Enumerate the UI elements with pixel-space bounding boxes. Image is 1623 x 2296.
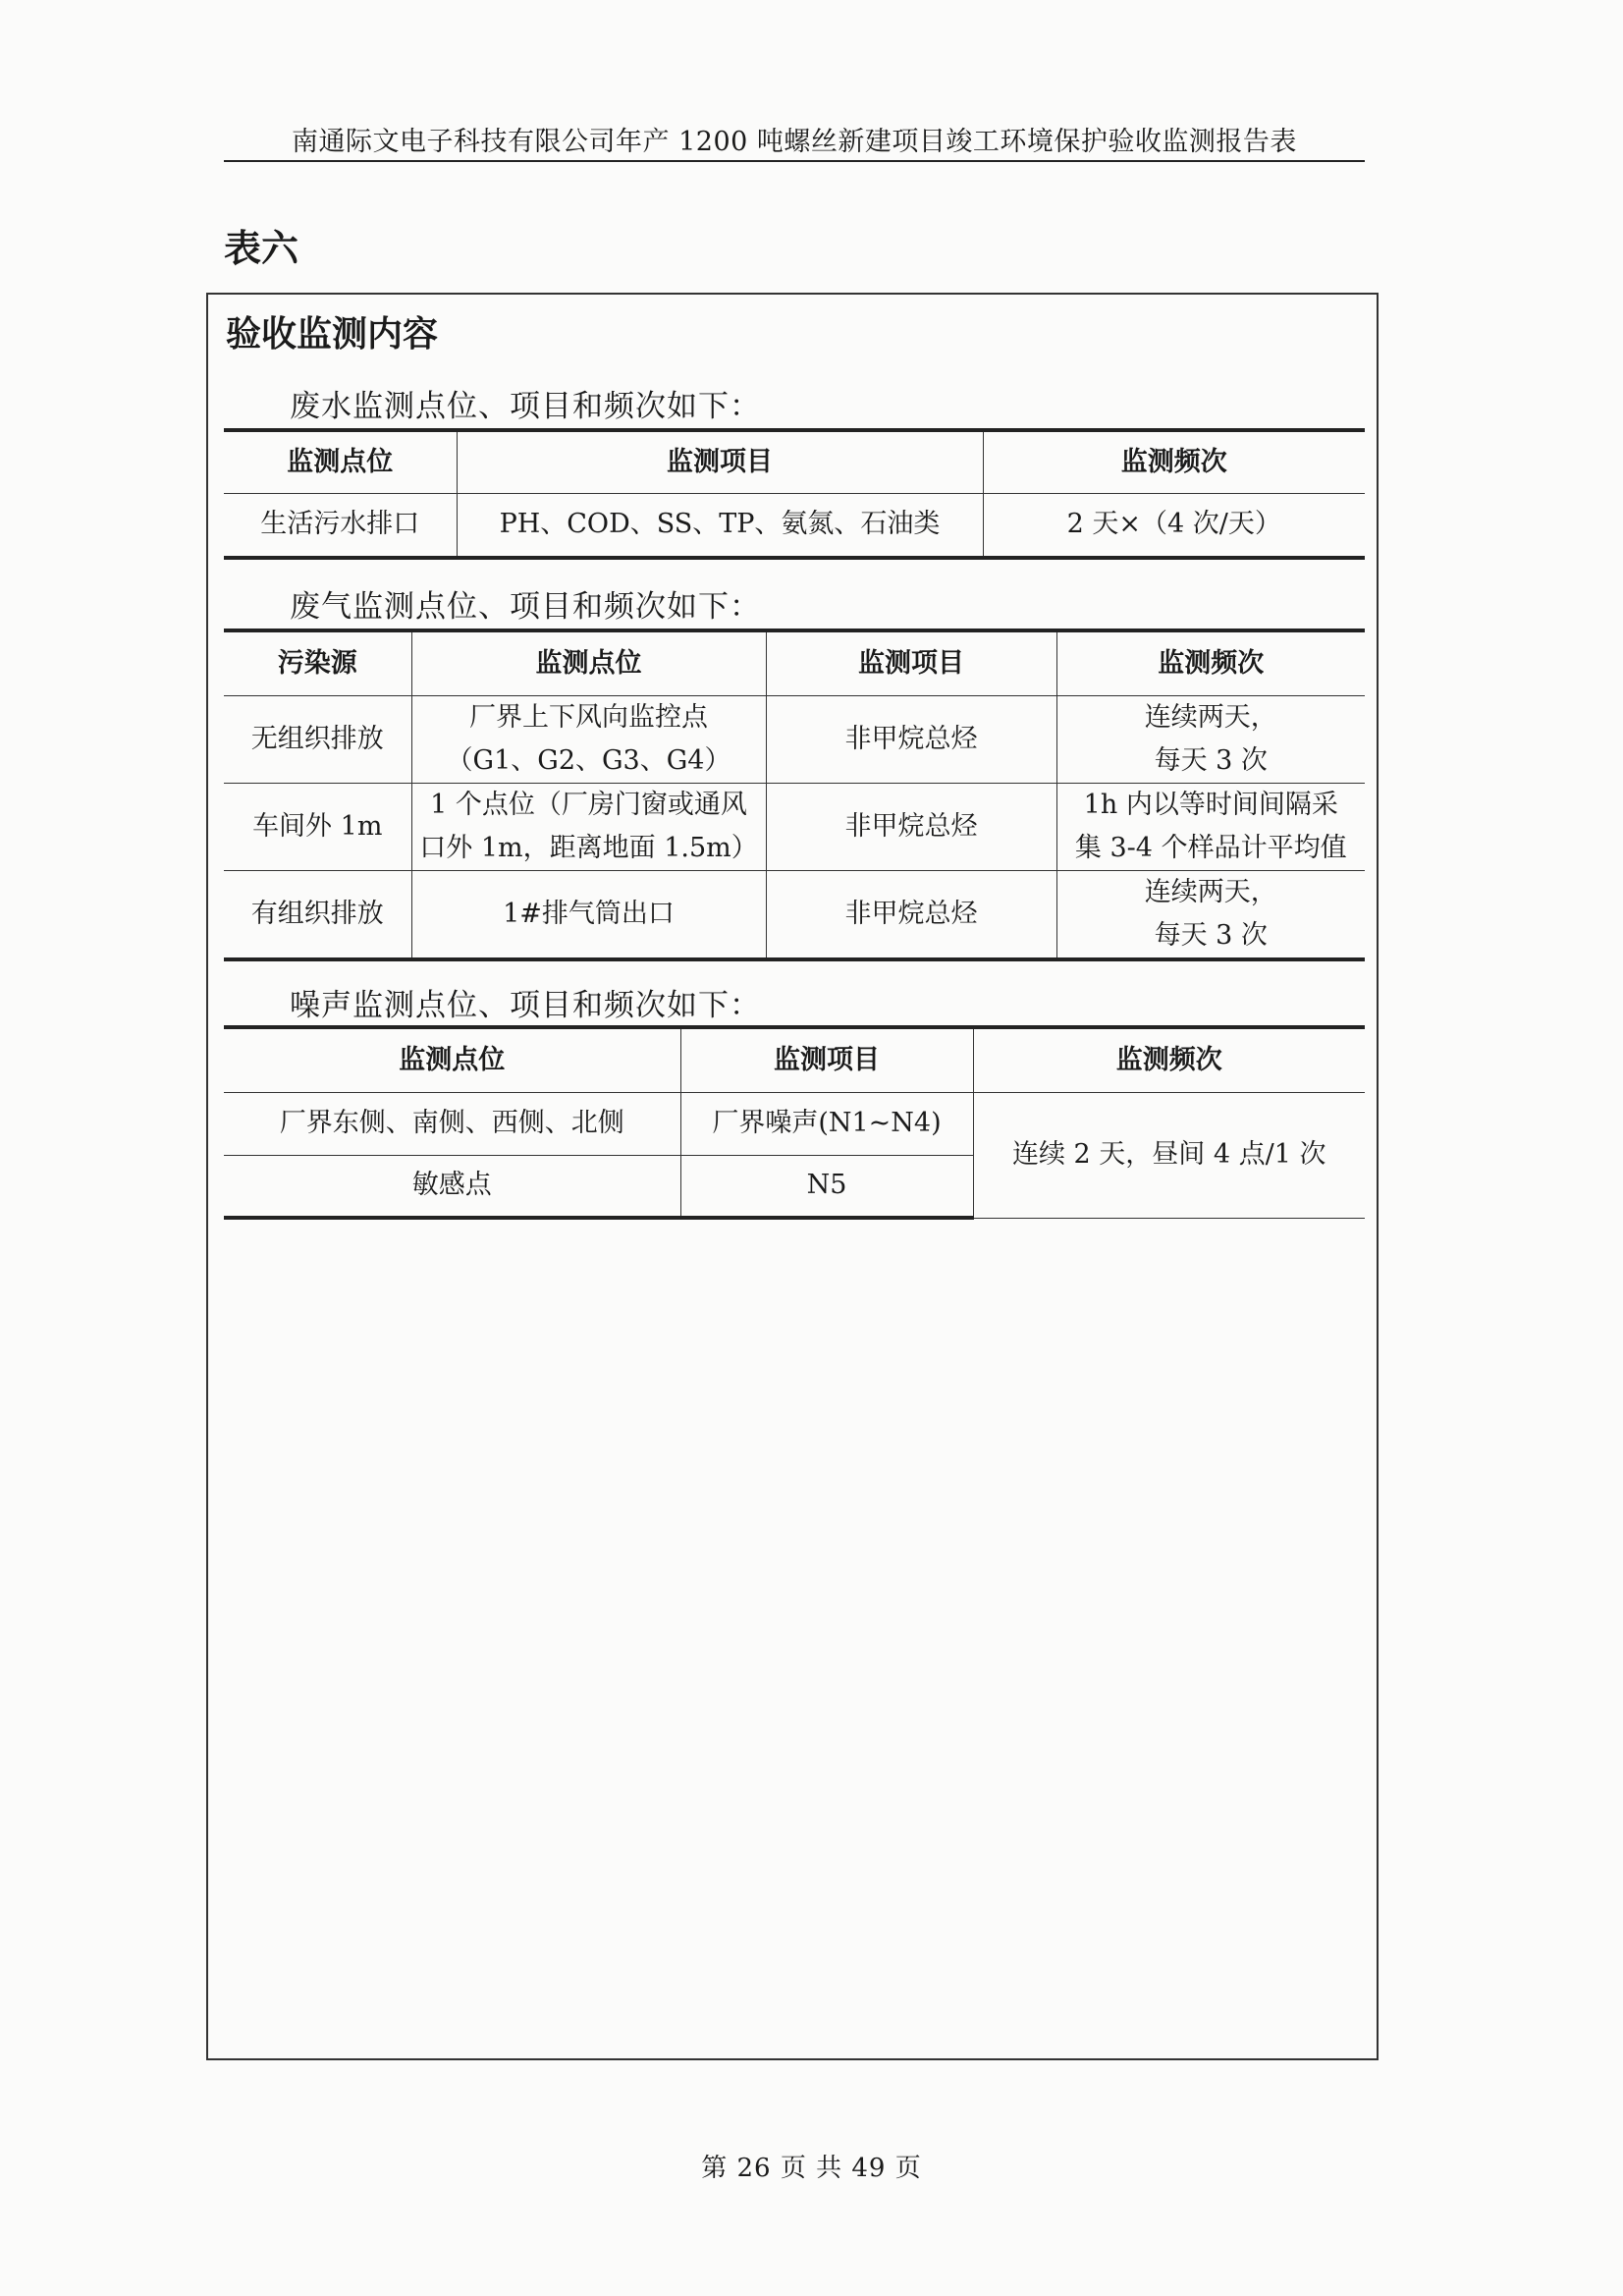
cell-frequency: 连续 2 天，昼间 4 点/1 次 — [973, 1092, 1365, 1218]
col-header-point: 监测点位 — [411, 630, 766, 695]
cell-frequency-line: 1h 内以等时间间隔采 — [1083, 789, 1338, 820]
cell-frequency-line: 每天 3 次 — [1154, 744, 1268, 776]
cell-item: 厂界噪声(N1~N4) — [680, 1092, 973, 1155]
cell-point-line: 厂界上下风向监控点 — [469, 701, 708, 733]
col-header-frequency: 监测频次 — [983, 430, 1365, 493]
cell-source: 无组织排放 — [224, 695, 411, 783]
col-header-point: 监测点位 — [224, 430, 457, 493]
cell-frequency — [1056, 870, 1365, 959]
cell-items: PH、COD、SS、TP、氨氮、石油类 — [457, 493, 983, 558]
table-row — [224, 493, 1365, 558]
table-header-row — [224, 430, 1365, 493]
table-header-row — [224, 1027, 1365, 1092]
cell-frequency: 2 天×（4 次/天） — [983, 493, 1365, 558]
wastewater-table — [224, 428, 1365, 560]
table-row — [224, 870, 1365, 959]
report-header-title: 南通际文电子科技有限公司年产 1200 吨螺丝新建项目竣工环境保护验收监测报告表 — [292, 127, 1297, 157]
cell-frequency-line: 集 3-4 个样品计平均值 — [1074, 832, 1347, 863]
page-number: 第 26 页 共 49 页 — [701, 2154, 922, 2183]
cell-frequency — [1056, 783, 1365, 870]
cell-point: 1#排气筒出口 — [411, 870, 766, 959]
cell-point-line: （G1、G2、G3、G4） — [446, 744, 731, 776]
cell-frequency-line: 每天 3 次 — [1154, 919, 1268, 951]
waste-gas-table — [224, 629, 1365, 961]
cell-frequency-line: 连续两天， — [1144, 876, 1277, 907]
cell-item: N5 — [680, 1155, 973, 1218]
cell-frequency-line: 连续两天， — [1144, 701, 1277, 733]
cell-item: 非甲烷总烃 — [766, 870, 1056, 959]
col-header-item: 监测项目 — [680, 1027, 973, 1092]
noise-table — [224, 1025, 1365, 1220]
cell-point-line: 1 个点位（厂房门窗或通风 — [430, 789, 747, 820]
cell-point — [411, 695, 766, 783]
cell-frequency — [1056, 695, 1365, 783]
col-header-point: 监测点位 — [224, 1027, 680, 1092]
col-header-frequency: 监测频次 — [973, 1027, 1365, 1092]
cell-point — [411, 783, 766, 870]
waste-gas-intro: 废气监测点位、项目和频次如下： — [290, 589, 761, 625]
noise-intro: 噪声监测点位、项目和频次如下： — [290, 988, 761, 1023]
col-header-item: 监测项目 — [766, 630, 1056, 695]
cell-point-line: 口外 1m，距离地面 1.5m） — [419, 832, 758, 863]
table-header-row — [224, 630, 1365, 695]
col-header-frequency: 监测频次 — [1056, 630, 1365, 695]
col-header-items: 监测项目 — [457, 430, 983, 493]
cell-item: 非甲烷总烃 — [766, 783, 1056, 870]
cell-point: 厂界东侧、南侧、西侧、北侧 — [224, 1092, 680, 1155]
cell-item: 非甲烷总烃 — [766, 695, 1056, 783]
table-row — [224, 783, 1365, 870]
header-divider — [224, 160, 1365, 162]
wastewater-intro: 废水监测点位、项目和频次如下： — [290, 389, 761, 424]
section-title: 验收监测内容 — [226, 313, 439, 355]
cell-point: 生活污水排口 — [224, 493, 457, 558]
table-label: 表六 — [224, 226, 299, 270]
table-row — [224, 1092, 1365, 1155]
table-row — [224, 695, 1365, 783]
cell-source: 有组织排放 — [224, 870, 411, 959]
col-header-source: 污染源 — [224, 630, 411, 695]
cell-point: 敏感点 — [224, 1155, 680, 1218]
cell-source: 车间外 1m — [224, 783, 411, 870]
